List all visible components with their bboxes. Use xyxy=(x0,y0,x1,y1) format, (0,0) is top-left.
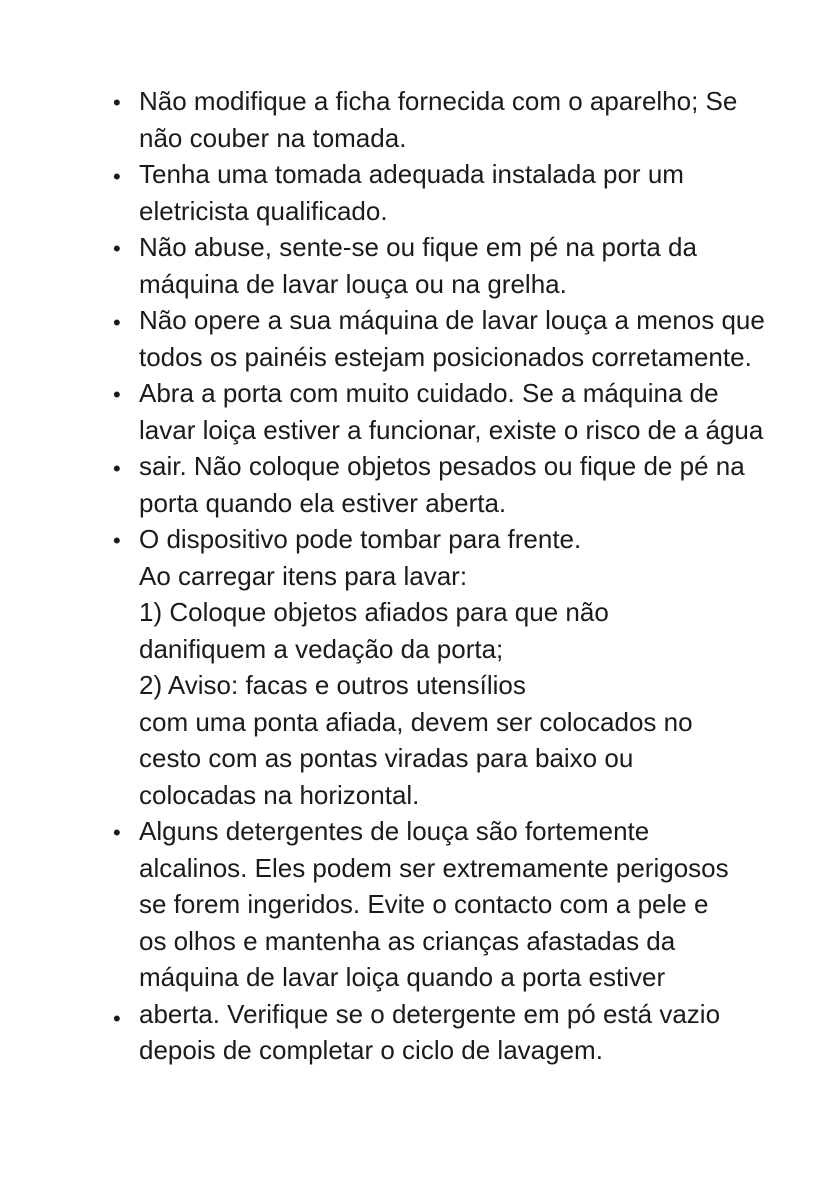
text-line: com uma ponta afiada, devem ser colocados no xyxy=(139,707,693,737)
text-line: se forem ingeridos. Evite o contacto com a pele e xyxy=(139,889,709,919)
text-line: O dispositivo pode tombar para frente. xyxy=(139,524,582,554)
text-line: aberta. Verifique se o detergente em pó está vazio xyxy=(139,999,721,1029)
bullet-5: • xyxy=(113,382,121,407)
text-line: Não opere a sua máquina de lavar louça a menos que xyxy=(139,305,765,335)
text-line: depois de completar o ciclo de lavagem. xyxy=(139,1035,603,1065)
bullet-4: • xyxy=(113,310,121,335)
bullet-2: • xyxy=(113,164,121,189)
bullet-7: • xyxy=(113,528,121,553)
text-line: Alguns detergentes de louça são fortemente xyxy=(139,816,650,846)
bullet-9: • xyxy=(113,1006,121,1031)
bullet-6: • xyxy=(113,456,121,481)
text-line: 2) Aviso: facas e outros utensílios xyxy=(139,670,526,700)
text-line: danifiquem a vedação da porta; xyxy=(139,634,504,664)
text-line: todos os painéis estejam posicionados corretamente. xyxy=(139,342,752,372)
text-line: cesto com as pontas viradas para baixo ou xyxy=(139,743,634,773)
bullet-8: • xyxy=(113,820,121,845)
text-line: os olhos e mantenha as crianças afastadas da xyxy=(139,926,676,956)
text-line: lavar loiça estiver a funcionar, existe o risco de a água xyxy=(139,415,764,445)
text-line: 1) Coloque objetos afiados para que não xyxy=(139,597,609,627)
text-line: Não abuse, sente-se ou fique em pé na porta da xyxy=(139,232,697,262)
text-line: máquina de lavar louça ou na grelha. xyxy=(139,269,567,299)
bullet-1: • xyxy=(113,90,121,115)
bullet-3: • xyxy=(113,236,121,261)
text-line: Tenha uma tomada adequada instalada por um xyxy=(139,159,684,189)
text-line: sair. Não coloque objetos pesados ou fique de pé na xyxy=(139,451,745,481)
text-line: porta quando ela estiver aberta. xyxy=(139,488,507,518)
text-line: Ao carregar itens para lavar: xyxy=(139,561,468,591)
text-line: não couber na tomada. xyxy=(139,123,407,153)
text-line: colocadas na horizontal. xyxy=(139,780,420,810)
text-line: Não modifique a ficha fornecida com o aparelho; Se xyxy=(139,86,738,116)
text-line: Abra a porta com muito cuidado. Se a máquina de xyxy=(139,378,719,408)
text-line: alcalinos. Eles podem ser extremamente perigosos xyxy=(139,853,729,883)
text-line: máquina de lavar loiça quando a porta estiver xyxy=(139,962,666,992)
text-line: eletricista qualificado. xyxy=(139,196,388,226)
